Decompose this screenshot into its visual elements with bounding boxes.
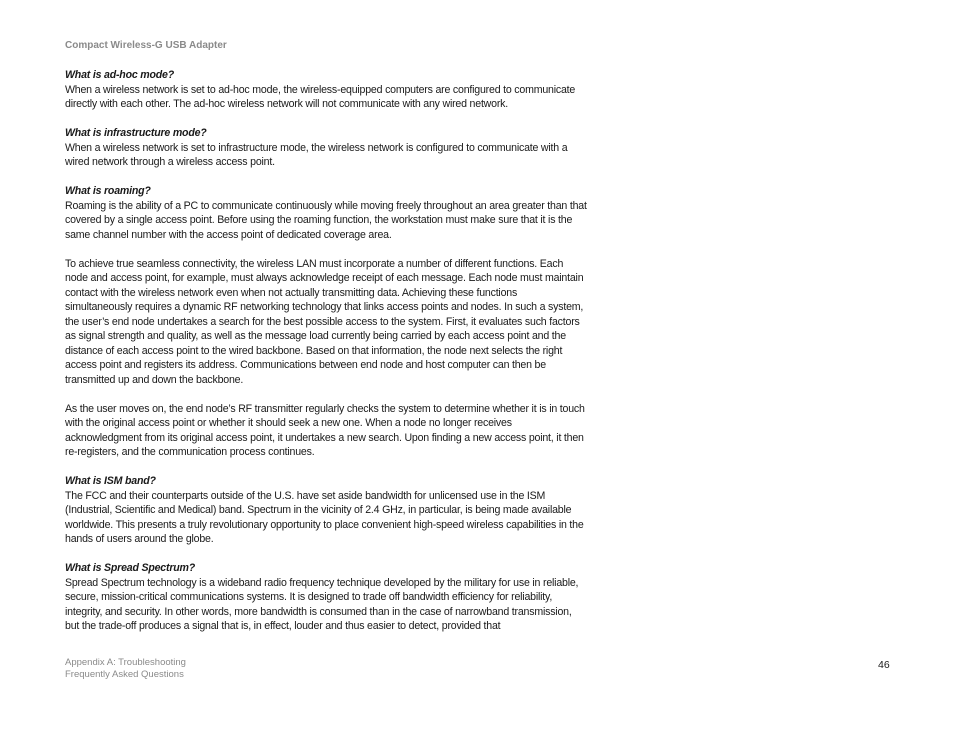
faq-answer: When a wireless network is set to infrastructure mode, the wireless network is configured to communicate with a wired network through a wireless access point. bbox=[65, 141, 568, 168]
faq-question: What is Spread Spectrum? bbox=[65, 562, 196, 574]
page-number: 46 bbox=[878, 659, 890, 671]
faq-answer: The FCC and their counterparts outside of the U.S. have set aside bandwidth for unlicensed use in the ISM (Industrial, Scientific and Medical) band. Spectrum in the vicinity of 2.4 GHz, in particular, is being made available worldwide. This presents a truly revolutionary opportunity to place convenient high-speed wireless capabilities in the hands of users around the globe. bbox=[65, 489, 584, 545]
footer-subsection: Frequently Asked Questions bbox=[65, 669, 184, 680]
faq-body bbox=[65, 68, 587, 646]
footer-section: Appendix A: Troubleshooting bbox=[65, 657, 186, 668]
faq-answer: As the user moves on, the end node’s RF transmitter regularly checks the system to determine whether it is in touch with the original access point or whether it should seek a new one. When a node no longer receives acknowledgment from its original access point, it undertakes a new search. Upon finding a new access point, it then re-registers, and the communication process continues. bbox=[65, 402, 585, 458]
faq-answer: Spread Spectrum technology is a wideband radio frequency technique developed by the military for use in reliable, secure, mission-critical communications systems. It is designed to trade off bandwidth efficiency for reliability, integrity, and security. In other words, more bandwidth is consumed than in the case of narrowband transmission, but the trade-off produces a signal that is, in effect, louder and thus easier to detect, provided that bbox=[65, 576, 579, 632]
running-header: Compact Wireless-G USB Adapter bbox=[65, 40, 227, 51]
faq-answer: When a wireless network is set to ad-hoc mode, the wireless-equipped computers are configured to communicate directly with each other. The ad-hoc wireless network will not communicate with any wired network. bbox=[65, 83, 576, 110]
faq-answer: Roaming is the ability of a PC to communicate continuously while moving freely throughout an area greater than that covered by a single access point. Before using the roaming function, the workstation must make sure that it is the same channel number with the access point of dedicated coverage area. bbox=[65, 199, 587, 241]
running-footer bbox=[65, 657, 186, 681]
faq-question: What is roaming? bbox=[65, 185, 151, 197]
faq-question: What is ad-hoc mode? bbox=[65, 69, 175, 81]
faq-question: What is infrastructure mode? bbox=[65, 127, 207, 139]
faq-answer: To achieve true seamless connectivity, the wireless LAN must incorporate a number of different functions. Each node and access point, for example, must always acknowledge receipt of each message. Each node must maintain contact with the wireless network even when not actually transmitting data. Achieving these functions simultaneously requires a dynamic RF networking technology that links access points and nodes. In such a system, the user’s end node undertakes a search for the best possible access to the system. First, it evaluates such factors as signal strength and quality, as well as the message load currently being carried by each access point and the distance of each access point to the wired backbone. Based on that information, the node next selects the right access point and registers its address. Communications between end node and host computer can then be transmitted up and down the backbone. bbox=[65, 257, 584, 386]
faq-question: What is ISM band? bbox=[65, 475, 156, 487]
